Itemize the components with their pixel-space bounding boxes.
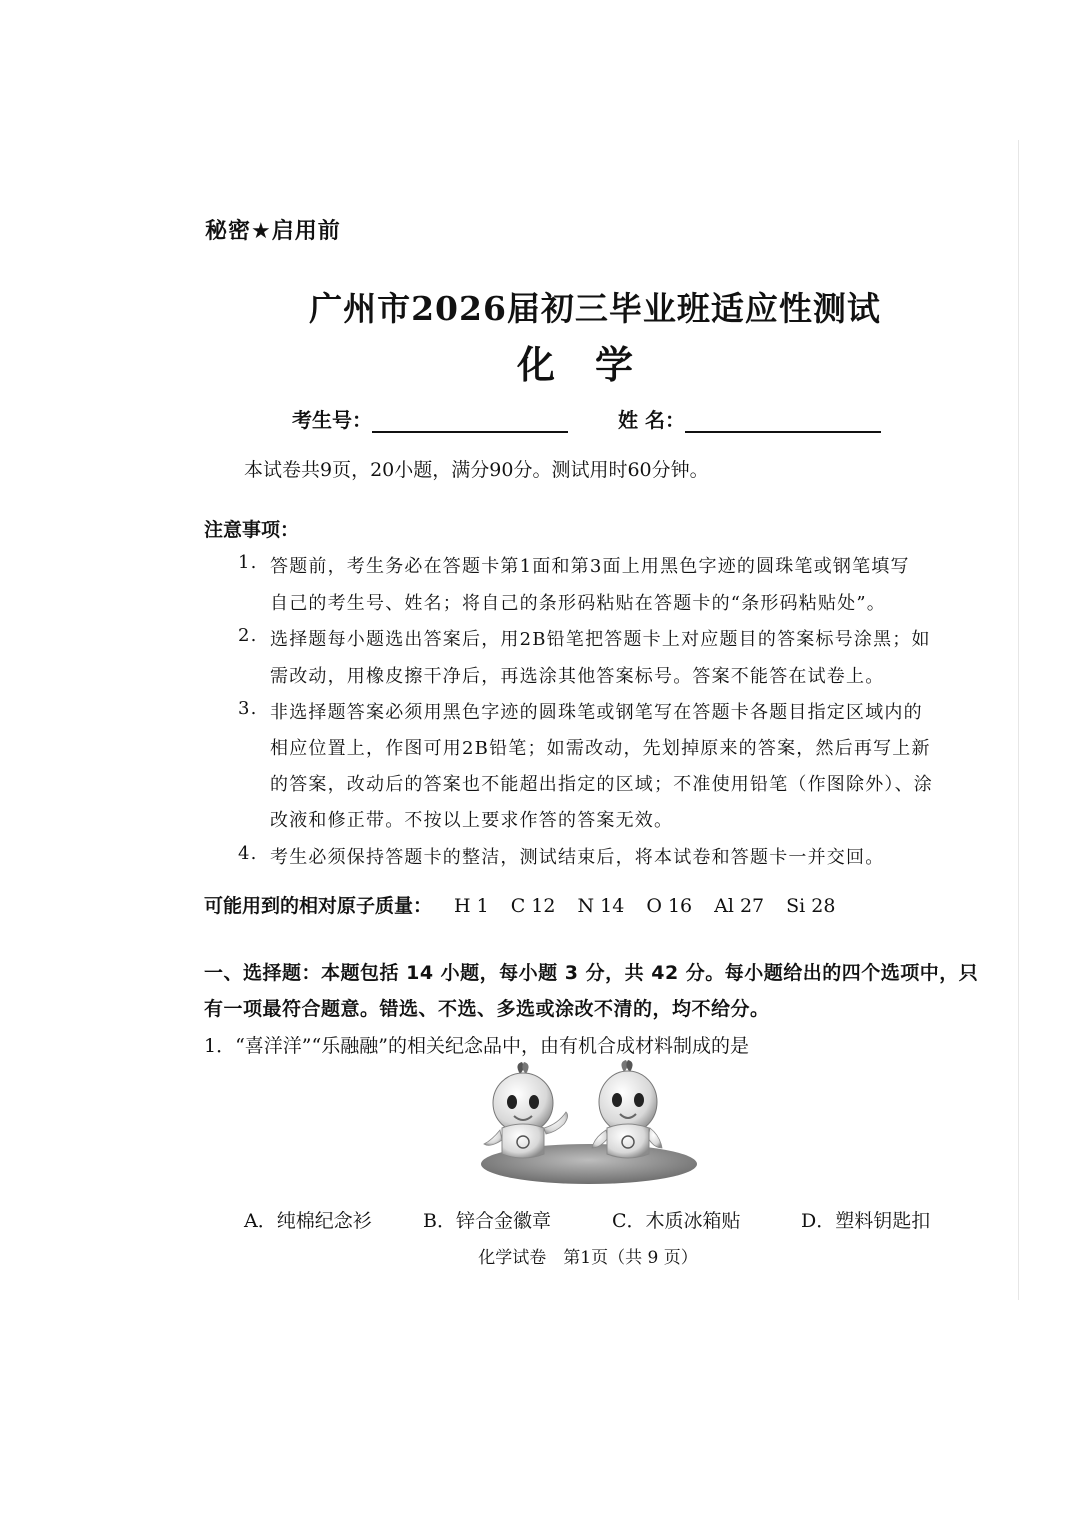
atomic-mass-value: O 16 (646, 895, 693, 917)
notice-item-line: 需改动，用橡皮擦干净后，再选涂其他答案标号。答案不能答在试卷上。 (270, 666, 885, 687)
confidential-mark: 秘密★启用前 (205, 219, 341, 244)
exam-subject: 化学 (516, 342, 673, 387)
notice-title: 注意事项： (204, 519, 300, 541)
notice-item-line: 自己的考生号、姓名；将自己的条形码粘贴在答题卡的“条形码粘贴处”。 (270, 593, 887, 614)
section-heading-line: 有一项最符合题意。错选、不选、多选或涂改不清的，均不给分。 (204, 998, 770, 1020)
notice-item-line: 改液和修正带。不按以上要求作答的答案无效。 (270, 810, 674, 831)
notice-item-line: 非选择题答案必须用黑色字迹的圆珠笔或钢笔写在答题卡各题目指定区域内的 (270, 702, 923, 723)
notice-item-line: 答题前，考生务必在答题卡第1面和第3面上用黑色字迹的圆珠笔或钢笔填写 (270, 556, 910, 577)
notice-item-number: 3. (238, 698, 258, 719)
notice-item-line: 相应位置上，作图可用2B铅笔；如需改动，先划掉原来的答案，然后再写上新 (270, 738, 931, 759)
atomic-mass-value: Si 28 (786, 895, 836, 917)
notice-item-line: 的答案，改动后的答案也不能超出指定的区域；不准使用铅笔（作图除外）、涂 (270, 774, 933, 795)
notice-item-number: 1. (238, 552, 258, 573)
exam-summary: 本试卷共9页，20小题，满分90分。测试用时60分钟。 (244, 459, 709, 481)
candidate-info-row (292, 404, 881, 433)
atomic-mass-row (204, 891, 835, 918)
option-d[interactable]: D．塑料钥匙扣 (801, 1210, 931, 1232)
atomic-mass-value: C 12 (510, 895, 556, 917)
notice-item-number: 4. (238, 843, 258, 864)
notice-item-line: 考生必须保持答题卡的整洁，测试结束后，将本试卷和答题卡一并交回。 (270, 847, 885, 868)
atomic-mass-value: H 1 (454, 895, 489, 917)
candidate-no-label: 考生号： (292, 408, 372, 432)
name-blank[interactable] (685, 409, 881, 433)
option-c[interactable]: C．木质冰箱贴 (612, 1210, 741, 1232)
notice-item-line: 选择题每小题选出答案后，用2B铅笔把答题卡上对应题目的答案标号涂黑；如 (270, 629, 931, 650)
option-a[interactable]: A．纯棉纪念衫 (244, 1210, 372, 1232)
section-heading-line: 一、选择题：本题包括 14 小题，每小题 3 分，共 42 分。每小题给出的四个选项中，只 (204, 962, 979, 984)
answer-options (244, 1206, 930, 1233)
candidate-no-blank[interactable] (372, 409, 568, 433)
page-footer: 化学试卷 第1页（共 9 页） (478, 1248, 698, 1268)
atomic-mass-value: Al 27 (714, 895, 765, 917)
notice-item-number: 2. (238, 625, 258, 646)
atomic-mass-value: N 14 (577, 895, 625, 917)
question-stem: 1．“喜洋洋”“乐融融”的相关纪念品中，由有机合成材料制成的是 (204, 1035, 749, 1057)
name-label: 姓 名： (618, 408, 685, 432)
exam-title: 广州市2026届初三毕业班适应性测试 (309, 289, 881, 328)
atomic-mass-label: 可能用到的相对原子质量： (204, 895, 433, 917)
option-b[interactable]: B．锌合金徽章 (423, 1210, 551, 1232)
mascot-figurines-image (478, 1058, 700, 1186)
